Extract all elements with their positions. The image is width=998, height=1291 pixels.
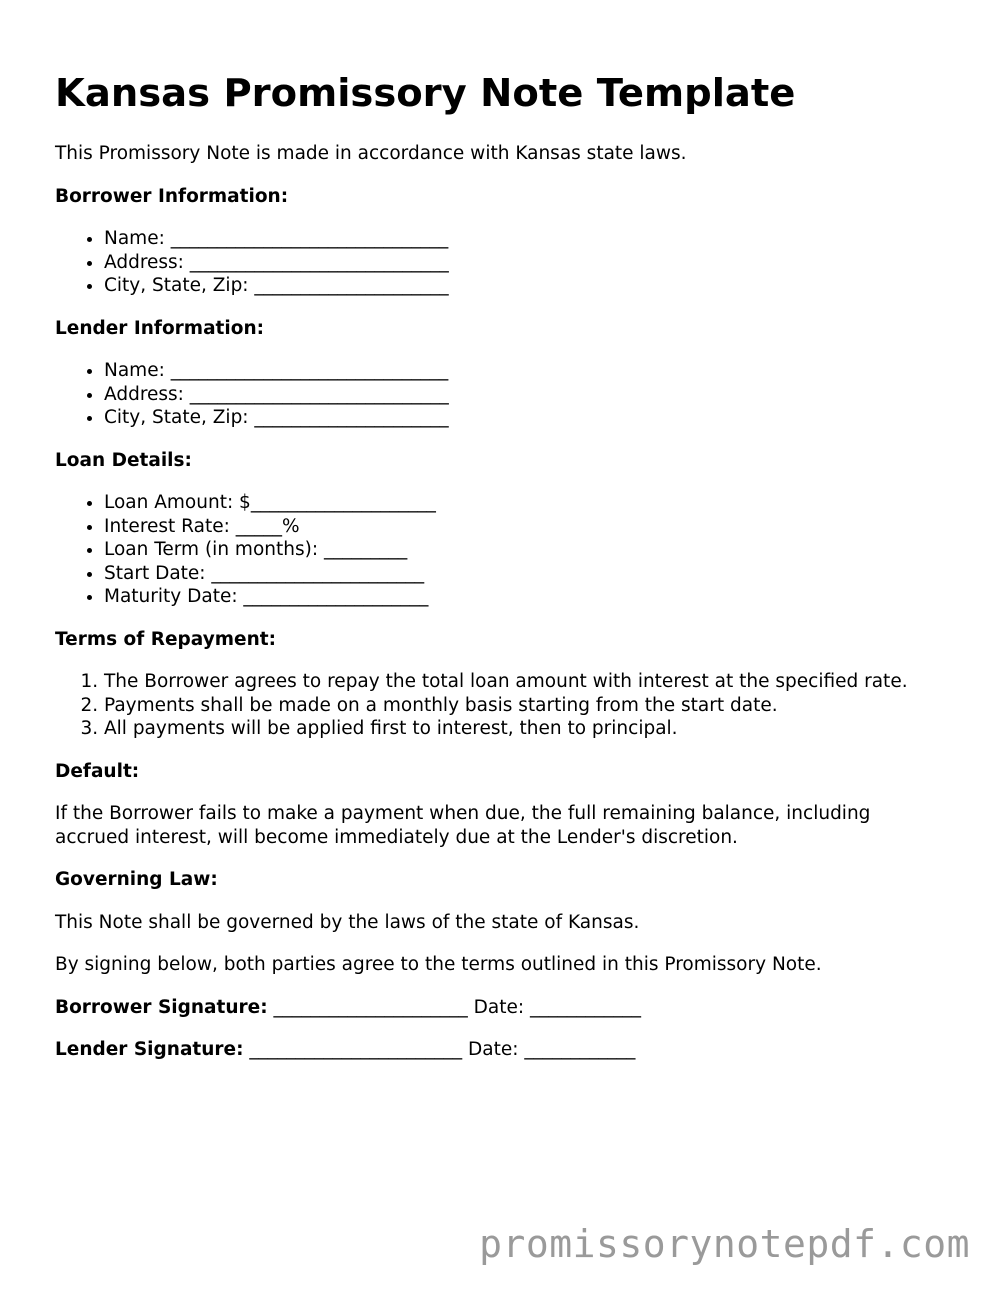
default-paragraph: If the Borrower fails to make a payment when due, the full remaining balance, including accrued interest, will become immediately due at the Lender's discretion. xyxy=(55,803,871,848)
borrower-address-item: • Address: ____________________________ xyxy=(104,251,945,275)
borrower-signature-label: Borrower Signature: xyxy=(55,996,268,1018)
borrower-heading: Borrower Information: xyxy=(55,185,289,207)
document-page xyxy=(55,70,945,1081)
maturity-date-item: • Maturity Date: ____________________ xyxy=(104,585,945,609)
lender-list xyxy=(55,359,945,430)
interest-rate-item: • Interest Rate: _____% xyxy=(104,515,945,539)
loan-amount-item: • Loan Amount: $____________________ xyxy=(104,491,945,515)
lender-address-item: • Address: ____________________________ xyxy=(104,383,945,407)
repayment-item: 3. All payments will be applied first to interest, then to principal. xyxy=(104,717,945,741)
borrower-city-item: • City, State, Zip: _____________________ xyxy=(104,274,945,298)
lender-signature-line xyxy=(55,1038,945,1062)
borrower-signature-blanks: _____________________ Date: ____________ xyxy=(267,996,641,1018)
repayment-list xyxy=(55,670,945,741)
lender-city-item: • City, State, Zip: _____________________ xyxy=(104,406,945,430)
repayment-heading: Terms of Repayment: xyxy=(55,628,277,650)
document-title: Kansas Promissory Note Template xyxy=(55,71,796,116)
default-heading: Default: xyxy=(55,760,140,782)
loan-term-item: • Loan Term (in months): _________ xyxy=(104,538,945,562)
lender-heading: Lender Information: xyxy=(55,317,265,339)
borrower-list xyxy=(55,227,945,298)
repayment-item: 1. The Borrower agrees to repay the total loan amount with interest at the specified rate. xyxy=(104,670,945,694)
intro-paragraph: This Promissory Note is made in accordance with Kansas state laws. xyxy=(55,143,687,164)
loan-list xyxy=(55,491,945,609)
governing-law-paragraph: This Note shall be governed by the laws of the state of Kansas. xyxy=(55,911,640,933)
agreement-paragraph: By signing below, both parties agree to the terms outlined in this Promissory Note. xyxy=(55,954,822,975)
repayment-item: 2. Payments shall be made on a monthly basis starting from the start date. xyxy=(104,694,945,718)
governing-law-heading: Governing Law: xyxy=(55,869,218,890)
lender-name-item: • Name: ______________________________ xyxy=(104,359,945,383)
lender-signature-blanks: _______________________ Date: ____________ xyxy=(243,1039,636,1060)
borrower-name-item: • Name: ______________________________ xyxy=(104,227,945,251)
watermark-text: promissorynotepdf.com xyxy=(479,1222,970,1266)
lender-signature-label: Lender Signature: xyxy=(55,1039,244,1060)
loan-heading: Loan Details: xyxy=(55,449,192,471)
start-date-item: • Start Date: _______________________ xyxy=(104,562,945,586)
borrower-signature-line xyxy=(55,996,945,1020)
